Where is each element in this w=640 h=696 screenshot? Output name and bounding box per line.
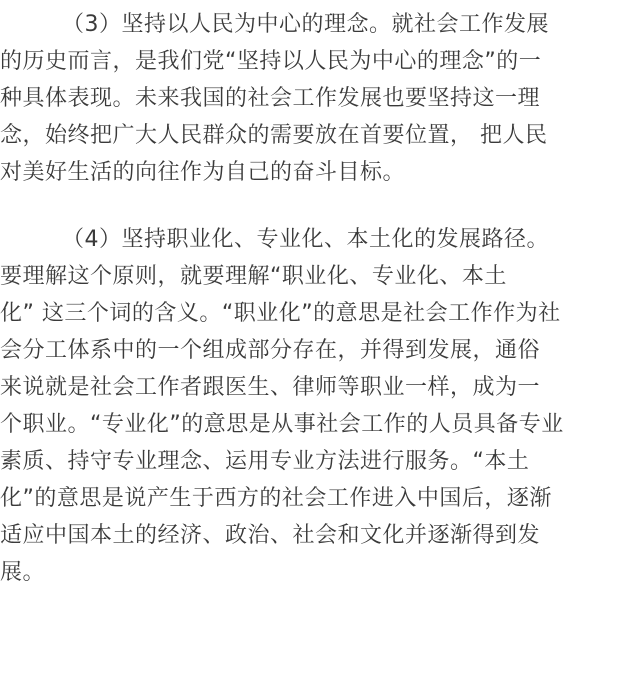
text-line: 的历史而言，是我们党“坚持以人民为中心的理念”的一 (0, 49, 542, 74)
text-line: 化” 这三个词的含义。“职业化”的意思是社会工作作为社 (0, 301, 561, 326)
text-line: （4）坚持职业化、专业化、本土化的发展路径。 (62, 227, 549, 252)
text-line: 展。 (0, 560, 46, 585)
text-line: 念，始终把广大人民群众的需要放在首要位置， 把人民 (0, 123, 548, 148)
text-line: 素质、持守专业理念、运用专业方法进行服务。“本土 (0, 449, 530, 474)
text-line: （3）坚持以人民为中心的理念。就社会工作发展 (62, 12, 549, 37)
text-line: 要理解这个原则，就要理解“职业化、专业化、本土 (0, 264, 507, 289)
text-line: 种具体表现。未来我国的社会工作发展也要坚持这一理 (0, 86, 541, 111)
text-line: 会分工体系中的一个组成部分存在，并得到发展，通俗 (0, 338, 541, 363)
text-line: 化”的意思是说产生于西方的社会工作进入中国后，逐渐 (0, 486, 552, 511)
paragraph-4 (0, 221, 640, 591)
text-line: 对美好生活的向往作为自己的奋斗目标。 (0, 160, 406, 185)
paragraph-3 (0, 6, 640, 191)
paragraph-gap (0, 191, 640, 221)
text-line: 个职业。“专业化”的意思是从事社会工作的人员具备专业 (0, 412, 564, 437)
text-line: 来说就是社会工作者跟医生、律师等职业一样，成为一 (0, 375, 541, 400)
text-line: 适应中国本土的经济、政治、社会和文化并逐渐得到发 (0, 523, 541, 548)
